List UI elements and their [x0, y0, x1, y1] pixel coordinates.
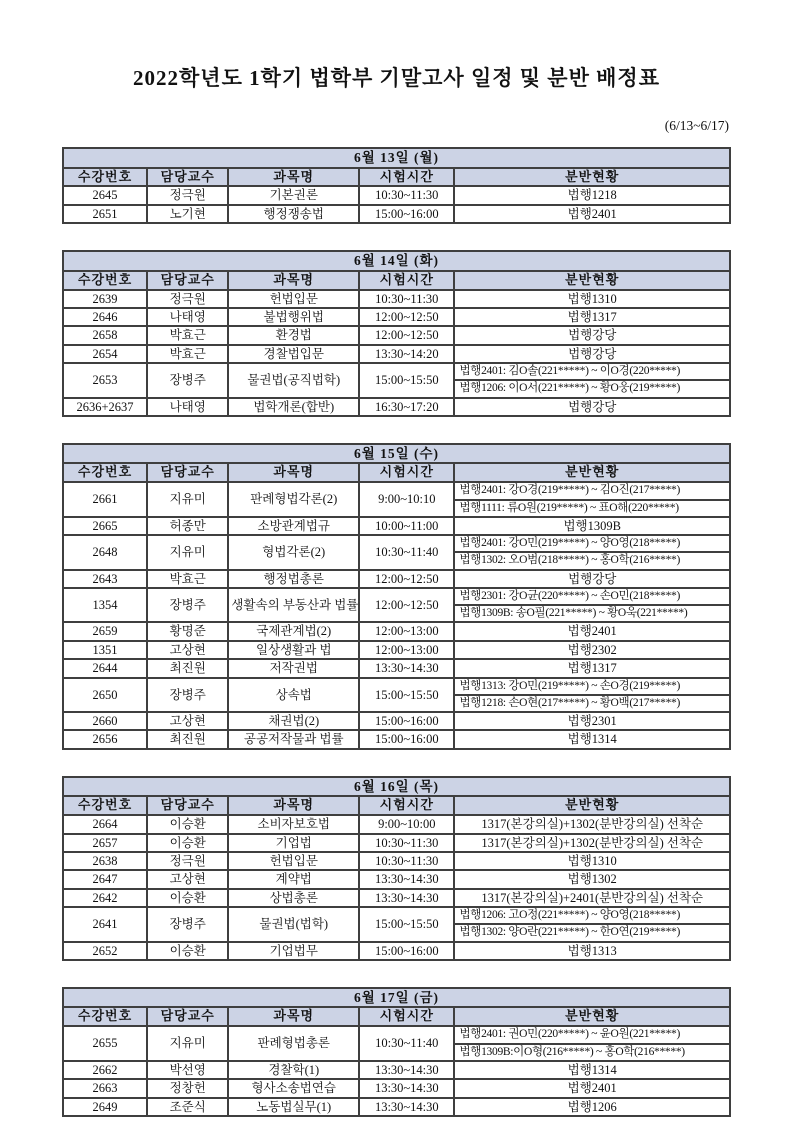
cell-course-name: 헌법입문	[228, 290, 359, 308]
cell-course-code: 2638	[63, 852, 147, 870]
cell-course-code: 2657	[63, 834, 147, 852]
cell-assignment: 법행1218	[454, 186, 730, 204]
column-header: 과목명	[228, 463, 359, 482]
cell-exam-time: 10:30~11:30	[359, 290, 454, 308]
cell-assignment: 법행1218: 손O현(217*****) ~ 황O백(217*****)	[454, 695, 730, 712]
cell-course-code: 2649	[63, 1098, 147, 1116]
cell-exam-time: 10:30~11:40	[359, 1026, 454, 1060]
cell-course-code: 2652	[63, 942, 147, 960]
column-header: 과목명	[228, 271, 359, 290]
cell-course-name: 행정법총론	[228, 570, 359, 588]
cell-exam-time: 13:30~14:30	[359, 1098, 454, 1116]
cell-assignment: 법행강당	[454, 326, 730, 344]
cell-exam-time: 10:30~11:30	[359, 852, 454, 870]
table-row	[63, 1079, 730, 1097]
table-row	[63, 326, 730, 344]
cell-professor: 이승환	[147, 889, 228, 907]
cell-assignment: 1317(본강의실)+2401(분반강의실) 선착순	[454, 889, 730, 907]
column-header-row	[63, 1007, 730, 1026]
cell-course-name: 경찰법입문	[228, 345, 359, 363]
cell-exam-time: 15:00~16:00	[359, 730, 454, 748]
cell-professor: 이승환	[147, 942, 228, 960]
cell-course-name: 형사소송법연습	[228, 1079, 359, 1097]
exam-schedule-tables	[62, 147, 731, 1117]
cell-assignment: 법행2401: 강O경(219*****) ~ 김O진(217*****)	[454, 482, 730, 499]
table-row	[63, 834, 730, 852]
exam-table-day-2	[62, 250, 731, 417]
day-header: 6월 16일 (목)	[63, 777, 730, 797]
cell-professor: 박효근	[147, 326, 228, 344]
table-row	[63, 186, 730, 204]
cell-assignment: 법행1206	[454, 1098, 730, 1116]
cell-exam-time: 15:00~15:50	[359, 907, 454, 941]
cell-course-name: 물권법(법학)	[228, 907, 359, 941]
cell-assignment: 법행1314	[454, 1061, 730, 1079]
cell-exam-time: 13:30~14:30	[359, 659, 454, 677]
cell-professor: 최진원	[147, 730, 228, 748]
cell-course-name: 판례형법각론(2)	[228, 482, 359, 516]
cell-professor: 장병주	[147, 907, 228, 941]
cell-exam-time: 12:00~12:50	[359, 588, 454, 622]
table-row	[63, 815, 730, 833]
cell-course-name: 소비자보호법	[228, 815, 359, 833]
cell-course-name: 일상생활과 법	[228, 641, 359, 659]
table-row	[63, 517, 730, 535]
cell-exam-time: 10:30~11:40	[359, 535, 454, 569]
cell-course-name: 소방관계법규	[228, 517, 359, 535]
cell-course-code: 2663	[63, 1079, 147, 1097]
column-header: 수강번호	[63, 168, 147, 187]
column-header: 수강번호	[63, 463, 147, 482]
cell-professor: 최진원	[147, 659, 228, 677]
cell-exam-time: 10:00~11:00	[359, 517, 454, 535]
cell-course-code: 2658	[63, 326, 147, 344]
cell-exam-time: 15:00~15:50	[359, 678, 454, 712]
cell-assignment: 법행1314	[454, 730, 730, 748]
cell-assignment: 법행2401: 권O민(220*****) ~ 윤O원(221*****)	[454, 1026, 730, 1043]
column-header: 담당교수	[147, 168, 228, 187]
column-header: 분반현황	[454, 796, 730, 815]
cell-assignment: 법행1206: 고O정(221*****) ~ 양O영(218*****)	[454, 907, 730, 924]
cell-course-code: 2644	[63, 659, 147, 677]
column-header: 과목명	[228, 1007, 359, 1026]
cell-course-code: 2646	[63, 308, 147, 326]
cell-assignment: 법행2301: 강O균(220*****) ~ 손O민(218*****)	[454, 588, 730, 605]
column-header: 담당교수	[147, 271, 228, 290]
page-title: 2022학년도 1학기 법학부 기말고사 일정 및 분반 배정표	[133, 66, 660, 90]
cell-exam-time: 9:00~10:00	[359, 815, 454, 833]
cell-course-code: 2648	[63, 535, 147, 569]
cell-exam-time: 13:30~14:30	[359, 889, 454, 907]
day-header: 6월 13일 (월)	[63, 148, 730, 168]
cell-assignment: 법행1302: 양O란(221*****) ~ 한O연(219*****)	[454, 924, 730, 941]
cell-course-name: 공공저작물과 법률	[228, 730, 359, 748]
column-header: 수강번호	[63, 796, 147, 815]
column-header: 수강번호	[63, 271, 147, 290]
cell-course-name: 상법총론	[228, 889, 359, 907]
exam-table-day-4	[62, 776, 731, 961]
cell-professor: 박효근	[147, 570, 228, 588]
cell-course-name: 환경법	[228, 326, 359, 344]
table-row	[63, 712, 730, 730]
cell-course-name: 생활속의 부동산과 법률	[228, 588, 359, 622]
cell-course-code: 2654	[63, 345, 147, 363]
cell-assignment: 법행2301	[454, 712, 730, 730]
column-header: 시험시간	[359, 271, 454, 290]
cell-professor: 지유미	[147, 1026, 228, 1060]
day-header-row	[63, 777, 730, 797]
exam-table-day-5	[62, 987, 731, 1117]
cell-course-code: 2636+2637	[63, 398, 147, 416]
column-header-row	[63, 271, 730, 290]
table-row	[63, 398, 730, 416]
column-header-row	[63, 463, 730, 482]
cell-exam-time: 16:30~17:20	[359, 398, 454, 416]
table-row	[63, 570, 730, 588]
cell-assignment: 법행1309B: 송O필(221*****) ~ 황O욱(221*****)	[454, 605, 730, 622]
cell-assignment: 법행1111: 류O원(219*****) ~ 표O해(220*****)	[454, 500, 730, 517]
cell-course-code: 2639	[63, 290, 147, 308]
cell-exam-time: 12:00~12:50	[359, 308, 454, 326]
cell-course-name: 국제관계법(2)	[228, 622, 359, 640]
cell-exam-time: 15:00~16:00	[359, 712, 454, 730]
column-header: 과목명	[228, 168, 359, 187]
cell-exam-time: 13:30~14:30	[359, 1061, 454, 1079]
table-row	[63, 852, 730, 870]
cell-professor: 정창헌	[147, 1079, 228, 1097]
cell-professor: 정극원	[147, 186, 228, 204]
column-header: 과목명	[228, 796, 359, 815]
cell-course-code: 2662	[63, 1061, 147, 1079]
cell-professor: 장병주	[147, 588, 228, 622]
day-header-row	[63, 444, 730, 464]
table-row	[63, 205, 730, 223]
table-row	[63, 870, 730, 888]
column-header: 분반현황	[454, 463, 730, 482]
table-row	[63, 659, 730, 677]
cell-professor: 박효근	[147, 345, 228, 363]
cell-exam-time: 13:30~14:30	[359, 870, 454, 888]
cell-professor: 지유미	[147, 482, 228, 516]
column-header: 시험시간	[359, 463, 454, 482]
table-row	[63, 1026, 730, 1043]
cell-course-code: 2665	[63, 517, 147, 535]
cell-course-name: 저작권법	[228, 659, 359, 677]
cell-professor: 고상현	[147, 641, 228, 659]
cell-assignment: 법행2401	[454, 622, 730, 640]
table-row	[63, 907, 730, 924]
cell-course-name: 불법행위법	[228, 308, 359, 326]
cell-professor: 고상현	[147, 712, 228, 730]
cell-professor: 조준식	[147, 1098, 228, 1116]
table-row	[63, 482, 730, 499]
column-header: 담당교수	[147, 1007, 228, 1026]
cell-exam-time: 15:00~16:00	[359, 205, 454, 223]
column-header: 분반현황	[454, 271, 730, 290]
cell-exam-time: 13:30~14:20	[359, 345, 454, 363]
cell-professor: 황명준	[147, 622, 228, 640]
cell-exam-time: 12:00~12:50	[359, 326, 454, 344]
cell-exam-time: 10:30~11:30	[359, 186, 454, 204]
cell-course-name: 형법각론(2)	[228, 535, 359, 569]
cell-assignment: 1317(본강의실)+1302(분반강의실) 선착순	[454, 834, 730, 852]
cell-assignment: 법행2401	[454, 205, 730, 223]
cell-assignment: 법행1309B:이O형(216*****) ~ 홍O학(216*****)	[454, 1044, 730, 1061]
cell-assignment: 법행1317	[454, 308, 730, 326]
cell-course-name: 기업법	[228, 834, 359, 852]
table-row	[63, 942, 730, 960]
exam-table-day-1	[62, 147, 731, 224]
day-header-row	[63, 251, 730, 271]
column-header: 분반현황	[454, 1007, 730, 1026]
cell-professor: 고상현	[147, 870, 228, 888]
column-header: 담당교수	[147, 796, 228, 815]
cell-exam-time: 13:30~14:30	[359, 1079, 454, 1097]
table-row	[63, 290, 730, 308]
column-header: 담당교수	[147, 463, 228, 482]
table-row	[63, 308, 730, 326]
cell-course-code: 2653	[63, 363, 147, 397]
cell-course-name: 기본권론	[228, 186, 359, 204]
cell-course-name: 계약법	[228, 870, 359, 888]
cell-assignment: 법행1313: 강O민(219*****) ~ 손O경(219*****)	[454, 678, 730, 695]
cell-assignment: 법행2401	[454, 1079, 730, 1097]
cell-exam-time: 12:00~13:00	[359, 641, 454, 659]
cell-assignment: 법행1317	[454, 659, 730, 677]
cell-assignment: 법행강당	[454, 345, 730, 363]
table-row	[63, 1061, 730, 1079]
cell-course-name: 기업법무	[228, 942, 359, 960]
table-row	[63, 641, 730, 659]
cell-assignment: 법행1313	[454, 942, 730, 960]
cell-course-code: 2650	[63, 678, 147, 712]
table-row	[63, 588, 730, 605]
cell-course-code: 2664	[63, 815, 147, 833]
column-header: 시험시간	[359, 168, 454, 187]
table-row	[63, 345, 730, 363]
exam-table-day-3	[62, 443, 731, 750]
cell-professor: 노기현	[147, 205, 228, 223]
cell-assignment: 법행1206: 이O서(221*****) ~ 황O웅(219*****)	[454, 380, 730, 397]
day-header: 6월 17일 (금)	[63, 988, 730, 1008]
cell-assignment: 법행1302	[454, 870, 730, 888]
cell-exam-time: 15:00~16:00	[359, 942, 454, 960]
cell-assignment: 법행2401: 김O솔(221*****) ~ 이O경(220*****)	[454, 363, 730, 380]
cell-professor: 이승환	[147, 815, 228, 833]
cell-professor: 정극원	[147, 290, 228, 308]
column-header: 분반현황	[454, 168, 730, 187]
cell-course-code: 2659	[63, 622, 147, 640]
table-row	[63, 363, 730, 380]
cell-course-name: 상속법	[228, 678, 359, 712]
column-header: 수강번호	[63, 1007, 147, 1026]
cell-exam-time: 12:00~13:00	[359, 622, 454, 640]
cell-professor: 나태영	[147, 308, 228, 326]
cell-course-name: 판례형법총론	[228, 1026, 359, 1060]
cell-assignment: 1317(본강의실)+1302(분반강의실) 선착순	[454, 815, 730, 833]
cell-course-code: 2651	[63, 205, 147, 223]
cell-professor: 허종만	[147, 517, 228, 535]
day-header: 6월 15일 (수)	[63, 444, 730, 464]
cell-assignment: 법행1310	[454, 852, 730, 870]
cell-assignment: 법행강당	[454, 570, 730, 588]
cell-assignment: 법행1309B	[454, 517, 730, 535]
cell-course-name: 노동법실무(1)	[228, 1098, 359, 1116]
cell-exam-time: 12:00~12:50	[359, 570, 454, 588]
cell-professor: 박선영	[147, 1061, 228, 1079]
cell-assignment: 법행1302: 오O범(218*****) ~ 홍O학(216*****)	[454, 552, 730, 569]
cell-exam-time: 10:30~11:30	[359, 834, 454, 852]
column-header-row	[63, 168, 730, 187]
column-header: 시험시간	[359, 1007, 454, 1026]
cell-assignment: 법행2401: 강O민(219*****) ~ 양O영(218*****)	[454, 535, 730, 552]
column-header: 시험시간	[359, 796, 454, 815]
cell-course-name: 법학개론(합반)	[228, 398, 359, 416]
cell-course-code: 2655	[63, 1026, 147, 1060]
table-row	[63, 730, 730, 748]
cell-course-code: 2642	[63, 889, 147, 907]
cell-course-code: 1351	[63, 641, 147, 659]
cell-exam-time: 15:00~15:50	[359, 363, 454, 397]
day-header: 6월 14일 (화)	[63, 251, 730, 271]
cell-course-name: 헌법입문	[228, 852, 359, 870]
cell-course-code: 2641	[63, 907, 147, 941]
cell-exam-time: 9:00~10:10	[359, 482, 454, 516]
cell-course-name: 경찰학(1)	[228, 1061, 359, 1079]
date-range-label: (6/13~6/17)	[664, 118, 729, 133]
day-header-row	[63, 988, 730, 1008]
cell-course-name: 행정쟁송법	[228, 205, 359, 223]
cell-course-code: 1354	[63, 588, 147, 622]
cell-professor: 지유미	[147, 535, 228, 569]
table-row	[63, 535, 730, 552]
cell-professor: 나태영	[147, 398, 228, 416]
cell-professor: 이승환	[147, 834, 228, 852]
cell-course-code: 2647	[63, 870, 147, 888]
cell-professor: 장병주	[147, 363, 228, 397]
cell-course-code: 2643	[63, 570, 147, 588]
day-header-row	[63, 148, 730, 168]
cell-assignment: 법행강당	[454, 398, 730, 416]
cell-course-name: 물권법(공직법학)	[228, 363, 359, 397]
cell-professor: 장병주	[147, 678, 228, 712]
cell-course-code: 2656	[63, 730, 147, 748]
cell-course-code: 2645	[63, 186, 147, 204]
column-header-row	[63, 796, 730, 815]
cell-course-code: 2660	[63, 712, 147, 730]
cell-assignment: 법행2302	[454, 641, 730, 659]
table-row	[63, 1098, 730, 1116]
cell-assignment: 법행1310	[454, 290, 730, 308]
table-row	[63, 678, 730, 695]
table-row	[63, 622, 730, 640]
table-row	[63, 889, 730, 907]
cell-professor: 정극원	[147, 852, 228, 870]
cell-course-code: 2661	[63, 482, 147, 516]
cell-course-name: 채권법(2)	[228, 712, 359, 730]
